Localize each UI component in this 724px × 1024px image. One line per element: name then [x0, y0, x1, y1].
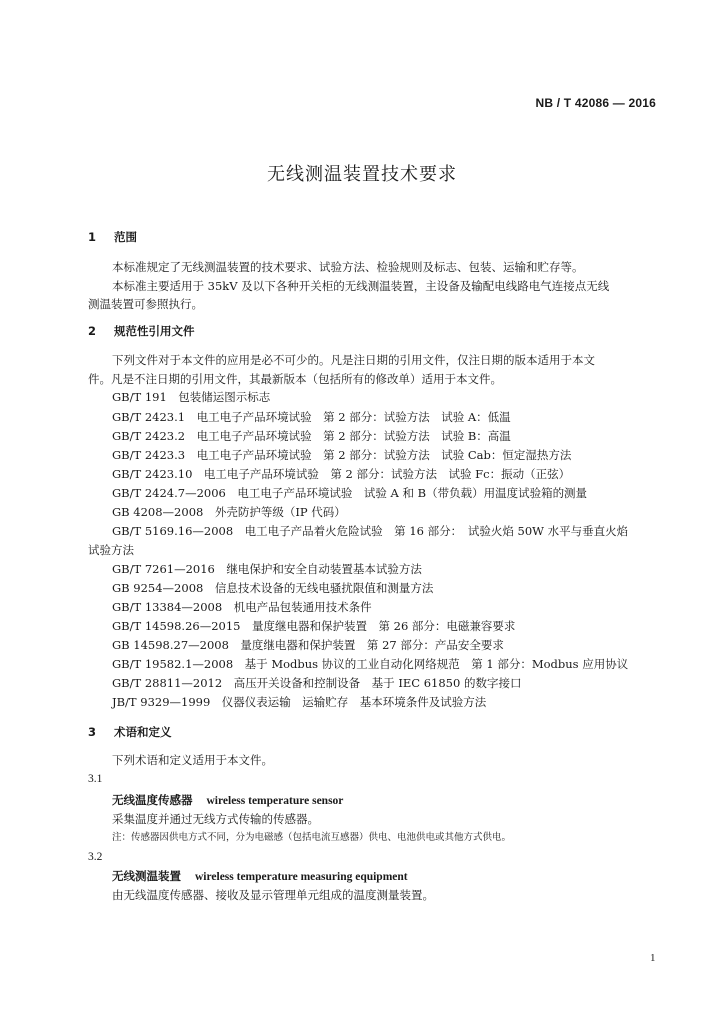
section-1-heading: [88, 229, 137, 245]
term-number: 3.1: [88, 773, 103, 785]
section-title: 规范性引用文件: [114, 324, 195, 338]
reference-item: GB 14598.27—2008 量度继电器和保护装置 第 27 部分：产品安全要求: [112, 638, 504, 652]
term-heading: [112, 792, 343, 809]
section-number: 3: [88, 725, 97, 739]
reference-item: GB/T 13384—2008 机电产品包装通用技术条件: [112, 600, 372, 614]
standard-code: NB / T 42086 — 2016: [535, 96, 656, 110]
reference-item: GB 9254—2008 信息技术设备的无线电骚扰限值和测量方法: [112, 581, 434, 595]
term-english: wireless temperature measuring equipment: [195, 871, 408, 883]
term-definition: 由无线温度传感器、接收及显示管理单元组成的温度测量装置。: [112, 888, 434, 902]
reference-item: GB/T 2423.10 电工电子产品环境试验 第 2 部分：试验方法 试验 Fc：振动（正弦）: [112, 467, 571, 481]
section-3-heading: [88, 724, 172, 740]
reference-item: GB/T 2423.3 电工电子产品环境试验 第 2 部分：试验方法 试验 Cab：恒定湿热方法: [112, 448, 572, 462]
term-definition: 采集温度并通过无线方式传输的传感器。: [112, 812, 319, 826]
reference-item: JB/T 9329—1999 仪器仪表运输 运输贮存 基本环境条件及试验方法: [112, 695, 487, 709]
term-note: 注：传感器因供电方式不同，分为电磁感（包括电流互感器）供电、电池供电或其他方式供电。: [112, 832, 512, 843]
section-2-heading: [88, 323, 195, 339]
section-3-intro: 下列术语和定义适用于本文件。: [112, 753, 273, 767]
reference-item: GB/T 2424.7—2006 电工电子产品环境试验 试验 A 和 B（带负载）用温度试验箱的测量: [112, 486, 588, 500]
reference-item-continuation: 试验方法: [88, 543, 134, 557]
section-2-intro-line-2: 件。凡是不注日期的引用文件，其最新版本（包括所有的修改单）适用于本文件。: [88, 372, 502, 386]
term-number: 3.2: [88, 851, 103, 863]
document-title: 无线测温装置技术要求: [267, 164, 457, 185]
section-2-intro-line-1: 下列文件对于本文件的应用是必不可少的。凡是注日期的引用文件，仅注日期的版本适用于本文: [112, 353, 595, 367]
reference-item: GB/T 28811—2012 高压开关设备和控制设备 基于 IEC 61850 的数字接口: [112, 676, 522, 690]
section-title: 范围: [114, 230, 137, 244]
term-heading: [112, 868, 408, 885]
reference-item: GB/T 14598.26—2015 量度继电器和保护装置 第 26 部分：电磁兼容要求: [112, 619, 516, 633]
reference-item: GB/T 5169.16—2008 电工电子产品着火危险试验 第 16 部分： 试验火焰 50W 水平与垂直火焰: [112, 524, 629, 538]
section-number: 2: [88, 324, 97, 338]
reference-item: GB 4208—2008 外壳防护等级（IP 代码）: [112, 505, 346, 519]
reference-item: GB/T 2423.2 电工电子产品环境试验 第 2 部分：试验方法 试验 B：高温: [112, 429, 511, 443]
term-english: wireless temperature sensor: [206, 795, 344, 807]
reference-item: GB/T 7261—2016 继电保护和安全自动装置基本试验方法: [112, 562, 422, 576]
reference-item: GB/T 19582.1—2008 基于 Modbus 协议的工业自动化网络规范 第 1 部分：Modbus 应用协议: [112, 657, 629, 671]
section-title: 术语和定义: [114, 725, 172, 739]
term-chinese: 无线测温装置: [112, 869, 181, 883]
section-1-paragraph-2-line-1: 本标准主要适用于 35kV 及以下各种开关柜的无线测温装置，主设备及输配电线路电气连接点无线: [112, 279, 610, 293]
section-1-paragraph-1: 本标准规定了无线测温装置的技术要求、试验方法、检验规则及标志、包装、运输和贮存等。: [112, 260, 584, 274]
term-chinese: 无线温度传感器: [112, 793, 193, 807]
reference-item: GB/T 191 包装储运图示标志: [112, 390, 271, 404]
reference-item: GB/T 2423.1 电工电子产品环境试验 第 2 部分：试验方法 试验 A：低温: [112, 410, 511, 424]
section-number: 1: [88, 230, 97, 244]
page-number: 1: [650, 952, 656, 964]
section-1-paragraph-2-line-2: 测温装置可参照执行。: [88, 297, 203, 311]
